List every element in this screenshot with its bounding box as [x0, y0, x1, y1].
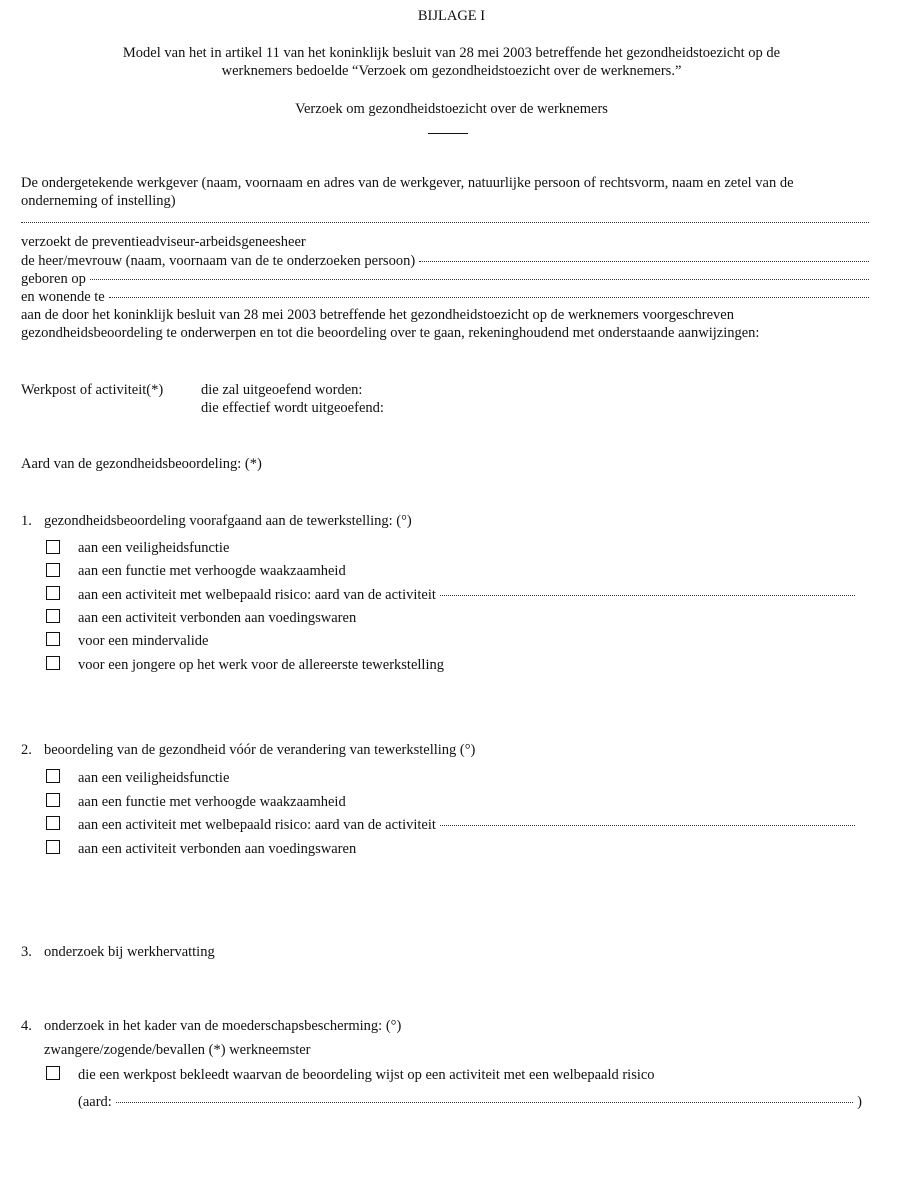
s2-label-vigilance: aan een functie met verhoogde waakzaamheid	[78, 794, 346, 810]
workpost-option-current: die effectief wordt uitgeoefend:	[201, 400, 384, 416]
s1-label-risk: aan een activiteit met welbepaald risico: aard van de activiteit	[78, 587, 436, 603]
s2-checkbox-vigilance[interactable]	[46, 793, 60, 807]
s2-checkbox-safety[interactable]	[46, 769, 60, 783]
s2-risk-fill[interactable]	[440, 825, 855, 826]
s4-aard-label: (aard:	[78, 1094, 112, 1110]
workpost-label: Werkpost of activiteit(*)	[21, 382, 164, 398]
s4-checkbox-risk-workpost[interactable]	[46, 1066, 60, 1080]
employer-fill-line[interactable]	[21, 210, 869, 223]
employee-name-row	[21, 252, 869, 270]
section-4-title: onderzoek in het kader van de moederschapsbescherming: (°)	[44, 1018, 402, 1034]
s2-risk-row	[78, 816, 855, 834]
s1-label-vigilance: aan een functie met verhoogde waakzaamheid	[78, 563, 346, 579]
s1-label-safety: aan een veiligheidsfunctie	[78, 540, 230, 556]
form-title: Verzoek om gezondheidstoezicht over de werknemers	[295, 101, 608, 117]
s1-risk-row	[78, 586, 855, 604]
annex-heading: BIJLAGE I	[417, 8, 486, 24]
section-3-number: 3.	[21, 944, 32, 960]
birth-date-fill[interactable]	[90, 279, 869, 280]
birth-date-label: geboren op	[21, 271, 86, 287]
s4-aard-row	[78, 1093, 862, 1111]
s1-label-youth: voor een jongere op het werk voor de allereerste tewerkstelling	[78, 657, 444, 673]
s1-risk-fill[interactable]	[440, 595, 855, 596]
residence-label: en wonende te	[21, 289, 105, 305]
s1-checkbox-vigilance[interactable]	[46, 563, 60, 577]
section-4-subtitle: zwangere/zogende/bevallen (*) werkneemster	[44, 1042, 311, 1058]
s1-checkbox-disabled[interactable]	[46, 632, 60, 646]
section-3-title: onderzoek bij werkhervatting	[44, 944, 215, 960]
section-2-title: beoordeling van de gezondheid vóór de verandering van tewerkstelling (°)	[44, 742, 476, 758]
s1-checkbox-food[interactable]	[46, 609, 60, 623]
employer-description-line-2: onderneming of instelling)	[21, 193, 176, 209]
employer-description-line-1: De ondergetekende werkgever (naam, voornaam en adres van de werkgever, natuurlijke persoon of rechtsvorm, naam en zetel van de	[21, 175, 794, 191]
s2-checkbox-food[interactable]	[46, 840, 60, 854]
employee-name-fill[interactable]	[419, 261, 869, 262]
residence-row	[21, 288, 869, 306]
s1-checkbox-youth[interactable]	[46, 656, 60, 670]
workpost-option-future: die zal uitgeoefend worden:	[201, 382, 363, 398]
model-description-line-1: Model van het in artikel 11 van het koninklijk besluit van 28 mei 2003 betreffende het gezondheidstoezicht op de	[122, 45, 781, 61]
s2-checkbox-risk[interactable]	[46, 816, 60, 830]
residence-fill[interactable]	[109, 297, 869, 298]
s2-label-food: aan een activiteit verbonden aan voedingswaren	[78, 841, 357, 857]
s2-label-safety: aan een veiligheidsfunctie	[78, 770, 230, 786]
model-description-line-2: werknemers bedoelde “Verzoek om gezondheidstoezicht over de werknemers.”	[221, 63, 682, 79]
employee-name-label: de heer/mevrouw (naam, voornaam van de te onderzoeken persoon)	[21, 253, 416, 269]
section-4-number: 4.	[21, 1018, 32, 1034]
assessment-type-label: Aard van de gezondheidsbeoordeling: (*)	[21, 456, 262, 472]
s4-aard-close: )	[857, 1094, 862, 1110]
section-1-title: gezondheidsbeoordeling voorafgaand aan de tewerkstelling: (°)	[44, 513, 412, 529]
s4-aard-fill[interactable]	[116, 1102, 853, 1103]
title-divider	[428, 133, 468, 134]
section-1-number: 1.	[21, 513, 32, 529]
s2-label-risk: aan een activiteit met welbepaald risico: aard van de activiteit	[78, 817, 436, 833]
decree-text-line-2: gezondheidsbeoordeling te onderwerpen en tot die beoordeling over te gaan, rekeninghoudend met onderstaande aanwijzingen:	[21, 325, 760, 341]
s4-label-risk-workpost: die een werkpost bekleedt waarvan de beoordeling wijst op een activiteit met een welbepaald risico	[78, 1067, 655, 1083]
s1-label-disabled: voor een mindervalide	[78, 633, 209, 649]
s1-checkbox-safety[interactable]	[46, 540, 60, 554]
section-2-number: 2.	[21, 742, 32, 758]
s1-label-food: aan een activiteit verbonden aan voedingswaren	[78, 610, 357, 626]
decree-text-line-1: aan de door het koninklijk besluit van 28 mei 2003 betreffende het gezondheidstoezicht op de werknemers voorgeschreven	[21, 307, 734, 323]
s1-checkbox-risk[interactable]	[46, 586, 60, 600]
birth-date-row	[21, 270, 869, 288]
request-text: verzoekt de preventieadviseur-arbeidsgeneesheer	[21, 234, 306, 250]
